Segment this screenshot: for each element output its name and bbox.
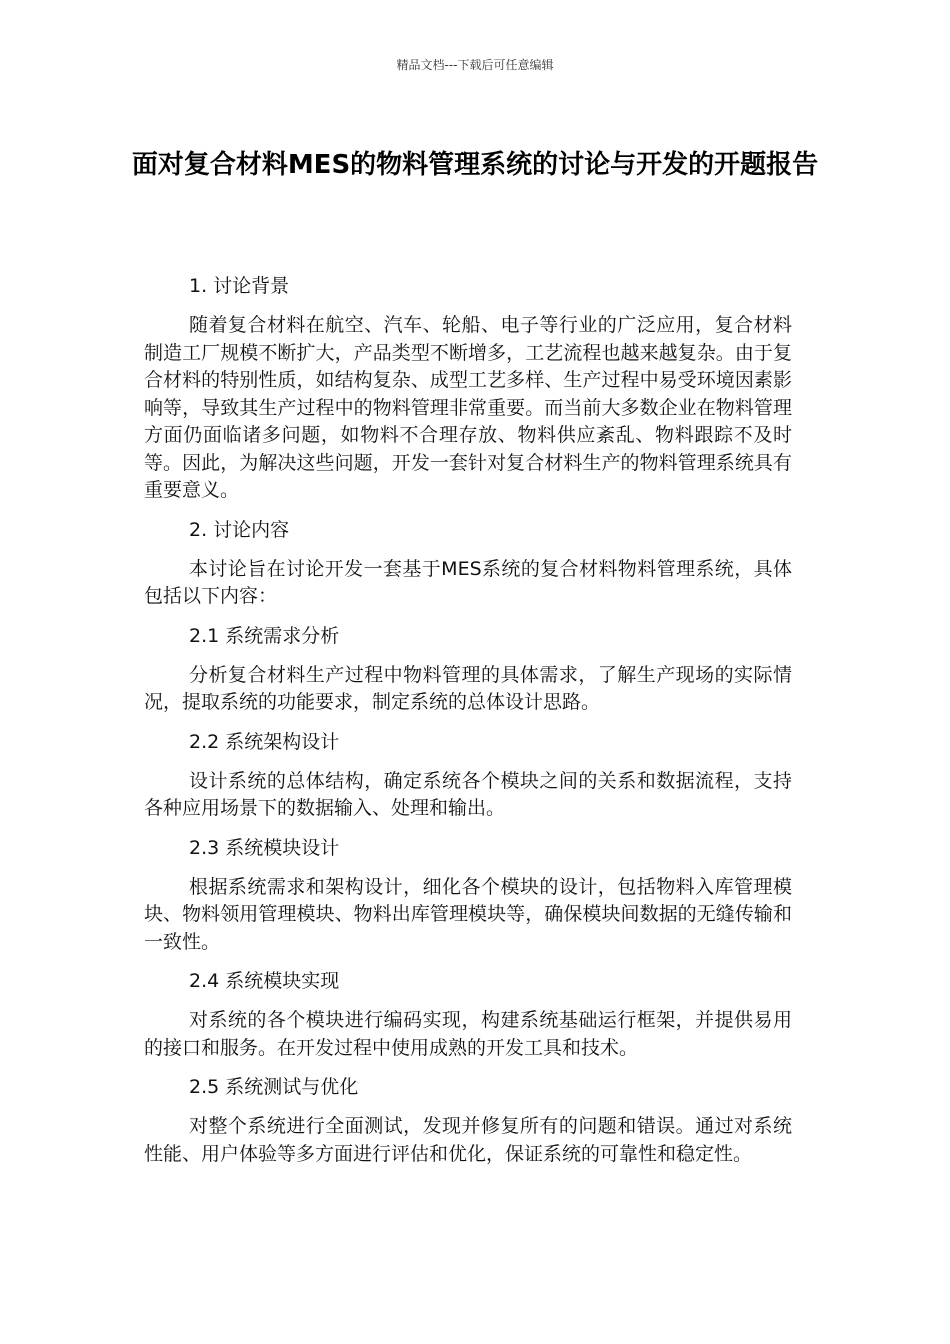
section-heading: 2.3 系统模块设计 [189, 836, 340, 859]
document-title: 面对复合材料MES的物料管理系统的讨论与开发的开题报告 [131, 150, 819, 180]
section-content [144, 514, 792, 611]
section-architecture-design [144, 726, 792, 823]
paragraph: 本讨论旨在讨论开发一套基于MES系统的复合材料物料管理系统，具体包括以下内容： [144, 557, 792, 607]
paragraph: 分析复合材料生产过程中物料管理的具体需求，了解生产现场的实际情况，提取系统的功能要求，制定系统的总体设计思路。 [144, 663, 792, 713]
section-heading: 2.4 系统模块实现 [189, 970, 340, 992]
paragraph: 对系统的各个模块进行编码实现，构建系统基础运行框架，并提供易用的接口和服务。在开发过程中使用成熟的开发工具和技术。 [144, 1009, 792, 1059]
section-background [144, 270, 792, 505]
section-heading: 2. 讨论内容 [189, 518, 290, 541]
paragraph: 对整个系统进行全面测试，发现并修复所有的问题和错误。通过对系统性能、用户体验等多方面进行评估和优化，保证系统的可靠性和稳定性。 [144, 1115, 792, 1165]
section-heading: 2.5 系统测试与优化 [189, 1076, 359, 1098]
section-heading: 1. 讨论背景 [189, 275, 290, 297]
document-body [144, 270, 792, 1177]
section-heading: 2.1 系统需求分析 [189, 624, 340, 647]
paragraph: 随着复合材料在航空、汽车、轮船、电子等行业的广泛应用，复合材料制造工厂规模不断扩大，产品类型不断增多，工艺流程也越来越复杂。由于复合材料的特别性质，如结构复杂、成型工艺多样、生产过程中易受环境因素影响等，导致其生产过程中的物料管理非常重要。而当前大多数企业在物料管理方面仍面临诸多问题，如物料不合理存放、物料供应紊乱、物料跟踪不及时等。因此，为解决这些问题，开发一套针对复合材料生产的物料管理系统具有重要意义。 [144, 314, 792, 501]
section-module-implementation [144, 965, 792, 1062]
header-note: 精品文档---下载后可任意编辑 [396, 58, 554, 72]
section-module-design [144, 832, 792, 957]
paragraph: 设计系统的总体结构，确定系统各个模块之间的关系和数据流程，支持各种应用场景下的数据输入、处理和输出。 [144, 769, 792, 819]
section-heading: 2.2 系统架构设计 [189, 730, 340, 753]
paragraph: 根据系统需求和架构设计，细化各个模块的设计，包括物料入库管理模块、物料领用管理模块、物料出库管理模块等，确保模块间数据的无缝传输和一致性。 [144, 875, 792, 953]
section-requirements-analysis [144, 620, 792, 717]
section-testing-optimization [144, 1071, 792, 1168]
